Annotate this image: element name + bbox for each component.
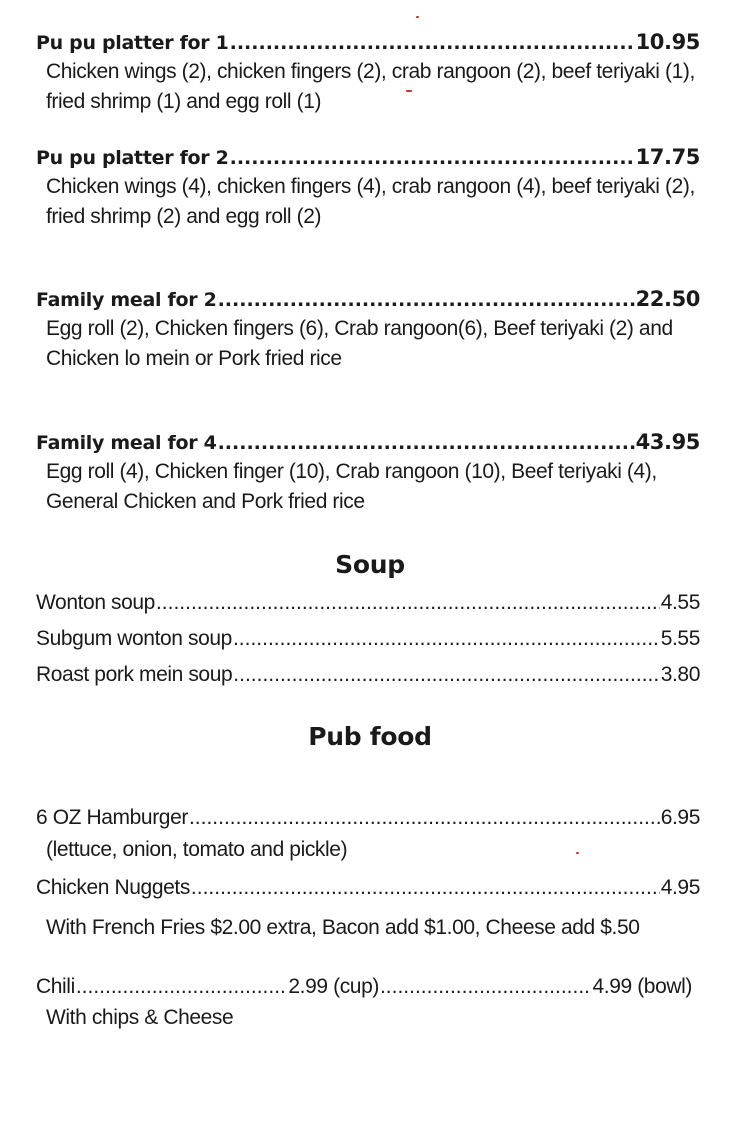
item-price: 6.95 xyxy=(660,806,700,829)
dot-leader xyxy=(380,975,592,999)
dot-leader xyxy=(156,591,660,615)
item-price: 17.75 xyxy=(635,145,700,169)
item-description: Chicken wings (4), chicken fingers (4), crab rangoon (4), beef teriyaki (2), fried shrimp (2) and egg roll (2) xyxy=(46,175,695,228)
item-price: 4.95 xyxy=(660,876,700,899)
dot-leader xyxy=(233,627,660,651)
item-description: Chicken wings (2), chicken fingers (2), crab rangoon (2), beef teriyaki (1), fried shrimp (1) and egg roll (1) xyxy=(46,60,695,113)
scan-speck xyxy=(576,852,579,854)
item-description: With chips & Cheese xyxy=(46,1006,234,1029)
menu-item-pupu-2 xyxy=(36,145,700,169)
item-name: Roast pork mein soup xyxy=(36,663,233,686)
menu-item-chicken-nuggets xyxy=(36,876,700,900)
menu-item-roast-pork-mein-soup xyxy=(36,663,700,687)
section-heading-soup: Soup xyxy=(335,550,405,579)
item-price: 10.95 xyxy=(635,30,700,54)
item-name: Pu pu platter for 1 xyxy=(36,32,229,54)
item-price: 43.95 xyxy=(635,430,700,454)
item-price-bowl: 4.99 (bowl) xyxy=(592,975,692,998)
item-name: 6 OZ Hamburger xyxy=(36,806,188,829)
item-price: 3.80 xyxy=(660,663,700,686)
dot-leader xyxy=(218,289,635,311)
dot-leader xyxy=(218,432,635,454)
dot-leader xyxy=(76,975,288,999)
item-name: Family meal for 2 xyxy=(36,289,217,311)
item-name: Chili xyxy=(36,975,75,998)
item-description: With French Fries $2.00 extra, Bacon add $1.00, Cheese add $.50 xyxy=(46,916,640,939)
item-price: 22.50 xyxy=(635,287,700,311)
scan-speck xyxy=(416,16,419,18)
menu-item-chili xyxy=(36,975,692,999)
item-name: Wonton soup xyxy=(36,591,155,614)
item-price: 5.55 xyxy=(660,627,700,650)
menu-item-hamburger xyxy=(36,806,700,830)
item-description: Egg roll (2), Chicken fingers (6), Crab rangoon(6), Beef teriyaki (2) and Chicken lo mein or Pork fried rice xyxy=(46,317,673,370)
menu-item-family-2 xyxy=(36,287,700,311)
dot-leader xyxy=(191,876,660,900)
item-name: Family meal for 4 xyxy=(36,432,217,454)
dot-leader xyxy=(189,806,660,830)
menu-item-family-4 xyxy=(36,430,700,454)
menu-item-wonton-soup xyxy=(36,591,700,615)
menu-item-subgum-wonton-soup xyxy=(36,627,700,651)
dot-leader xyxy=(230,147,635,169)
item-name: Pu pu platter for 2 xyxy=(36,147,229,169)
dot-leader xyxy=(230,32,635,54)
item-price-cup: 2.99 (cup) xyxy=(288,975,379,998)
scan-speck xyxy=(406,90,412,92)
menu-item-pupu-1 xyxy=(36,30,700,54)
dot-leader xyxy=(233,663,659,687)
section-heading-pub-food: Pub food xyxy=(308,722,432,751)
item-description: (lettuce, onion, tomato and pickle) xyxy=(46,838,348,861)
item-name: Chicken Nuggets xyxy=(36,876,190,899)
item-name: Subgum wonton soup xyxy=(36,627,232,650)
item-price: 4.55 xyxy=(660,591,700,614)
item-description: Egg roll (4), Chicken finger (10), Crab rangoon (10), Beef teriyaki (4), General Chicken and Pork fried rice xyxy=(46,460,657,513)
